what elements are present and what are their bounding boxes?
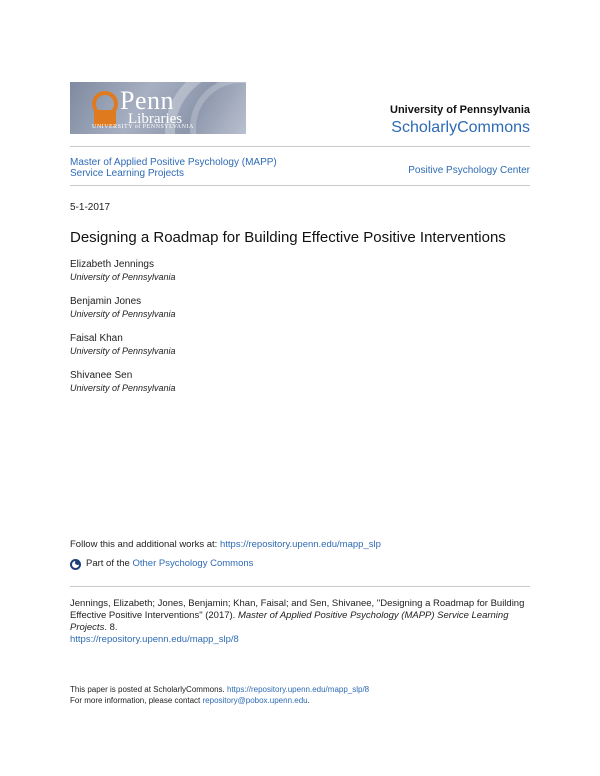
other-psychology-commons-link[interactable]: Other Psychology Commons	[132, 557, 254, 569]
posted-text: This paper is posted at ScholarlyCommons.	[70, 685, 227, 694]
posted-line	[70, 685, 369, 694]
center-link[interactable]: Positive Psychology Center	[408, 165, 530, 176]
header-divider	[70, 146, 530, 147]
author-name: Shivanee Sen	[70, 370, 133, 381]
follow-text: Follow this and additional works at:	[70, 539, 220, 550]
series-name-line1[interactable]: Master of Applied Positive Psychology (MAPP)	[70, 157, 277, 168]
citation-journal: Master of Applied Positive Psychology (MAPP) Service Learning Projects	[70, 610, 509, 633]
logo-text-penn: Penn	[120, 86, 174, 115]
university-name: University of Pennsylvania	[390, 104, 530, 116]
paper-title: Designing a Roadmap for Building Effective Positive Interventions	[70, 229, 506, 246]
part-of-text: Part of the	[86, 557, 130, 569]
author-affiliation: University of Pennsylvania	[70, 309, 176, 319]
breadcrumb-divider	[70, 185, 530, 186]
series-name-line2[interactable]: Service Learning Projects	[70, 168, 184, 179]
series-link[interactable]	[70, 157, 330, 179]
contact-line	[70, 696, 310, 705]
citation-url-link[interactable]: https://repository.upenn.edu/mapp_slp/8	[70, 634, 239, 645]
collection-link[interactable]: https://repository.upenn.edu/mapp_slp	[219, 539, 381, 550]
recommended-citation	[70, 598, 532, 646]
logo-text-university: UNIVERSITY of PENNSYLVANIA	[92, 124, 194, 130]
author-block	[70, 295, 176, 321]
penn-libraries-logo[interactable]	[70, 82, 246, 134]
part-of-line	[70, 557, 253, 569]
author-name: Faisal Khan	[70, 333, 123, 344]
contact-end: .	[307, 696, 310, 705]
author-affiliation: University of Pennsylvania	[70, 346, 176, 356]
logo-text-libraries: Libraries	[128, 111, 183, 127]
citation-divider	[70, 586, 530, 587]
citation-suffix: . 8.	[104, 622, 118, 633]
citation-text: Jennings, Elizabeth; Jones, Benjamin; Khan, Faisal; and Sen, Shivanee, "Designing a Roadmap for Building Effective Positive Interventions" (2017).	[70, 598, 525, 621]
scholarlycommons-link[interactable]: ScholarlyCommons	[391, 119, 530, 136]
follow-line	[70, 539, 381, 550]
author-block	[70, 258, 176, 284]
contact-email-link[interactable]: repository@pobox.upenn.edu	[202, 696, 308, 705]
contact-text: For more information, please contact	[70, 696, 203, 705]
publication-date: 5-1-2017	[70, 202, 111, 213]
author-affiliation: University of Pennsylvania	[70, 383, 176, 393]
author-name: Elizabeth Jennings	[70, 259, 154, 270]
bepress-commons-icon	[70, 557, 82, 569]
author-name: Benjamin Jones	[70, 296, 142, 307]
author-block	[70, 369, 176, 395]
author-block	[70, 332, 176, 358]
author-affiliation: University of Pennsylvania	[70, 272, 176, 282]
posted-url-link[interactable]: https://repository.upenn.edu/mapp_slp/8	[226, 685, 370, 694]
